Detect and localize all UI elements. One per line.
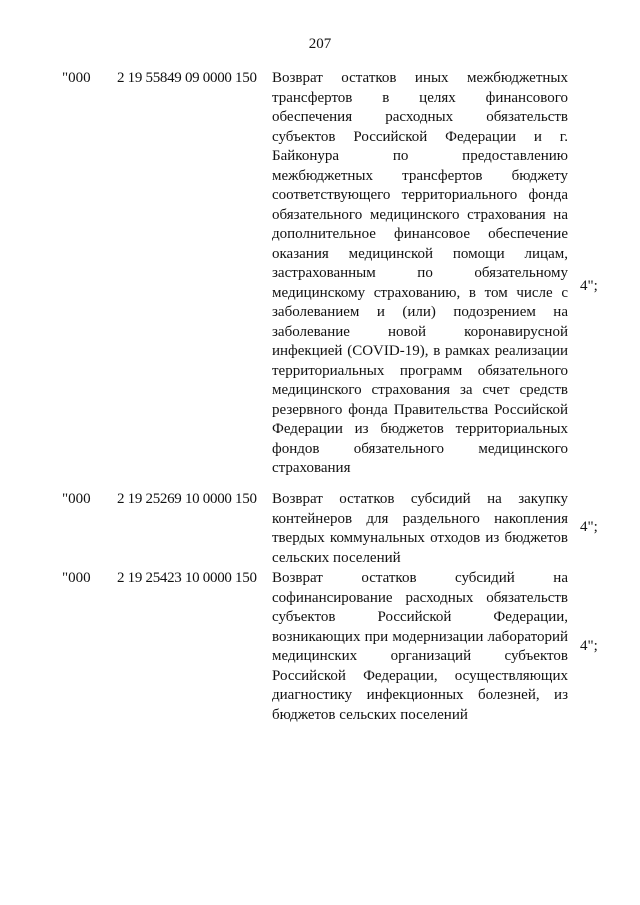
row-end-value: 4"; bbox=[580, 278, 598, 294]
row-description: Возврат остатков субсидий на закупку контейнеров для раздельного накопления твердых коммунальных отходов из бюджетов сельских поселений bbox=[272, 491, 568, 566]
budget-classification-code: 2 19 25423 10 0000 150 bbox=[117, 570, 257, 586]
admin-code: "000 bbox=[62, 491, 91, 507]
row-end-value: 4"; bbox=[580, 519, 598, 535]
budget-classification-code: 2 19 55849 09 0000 150 bbox=[117, 70, 257, 86]
admin-code: "000 bbox=[62, 570, 91, 586]
row-end-value: 4"; bbox=[580, 638, 598, 654]
budget-classification-code: 2 19 25269 10 0000 150 bbox=[117, 491, 257, 507]
page-number: 207 bbox=[308, 36, 332, 52]
admin-code: "000 bbox=[62, 70, 91, 86]
row-description: Возврат остатков иных межбюджетных трансфертов в целях финансового обеспечения расходных обязательств субъектов Российской Федерации и г. Байконура по предоставлению межбюджетных трансфертов бюджету соответствующего территориального фонда обязательного медицинского страхования на дополнительное финансовое обеспечение оказания медицинской помощи лицам, застрахованным по обязательному медицинскому страхованию, в том числе с заболеванием и (или) подозрением на заболевание новой коронавирусной инфекцией (COVID-19), в рамках реализации территориальных программ обязательного медицинского страхования за счет средств резервного фонда Правительства Российской Федерации из бюджетов территориальных фондов обязательного медицинского страхования bbox=[272, 70, 568, 476]
row-description: Возврат остатков субсидий на софинансирование расходных обязательств субъектов Российской Федерации, возникающих при модернизации лабораторий медицинских организаций субъектов Российской Федерации, осуществляющих диагностику инфекционных болезней, из бюджетов сельских поселений bbox=[272, 570, 568, 723]
